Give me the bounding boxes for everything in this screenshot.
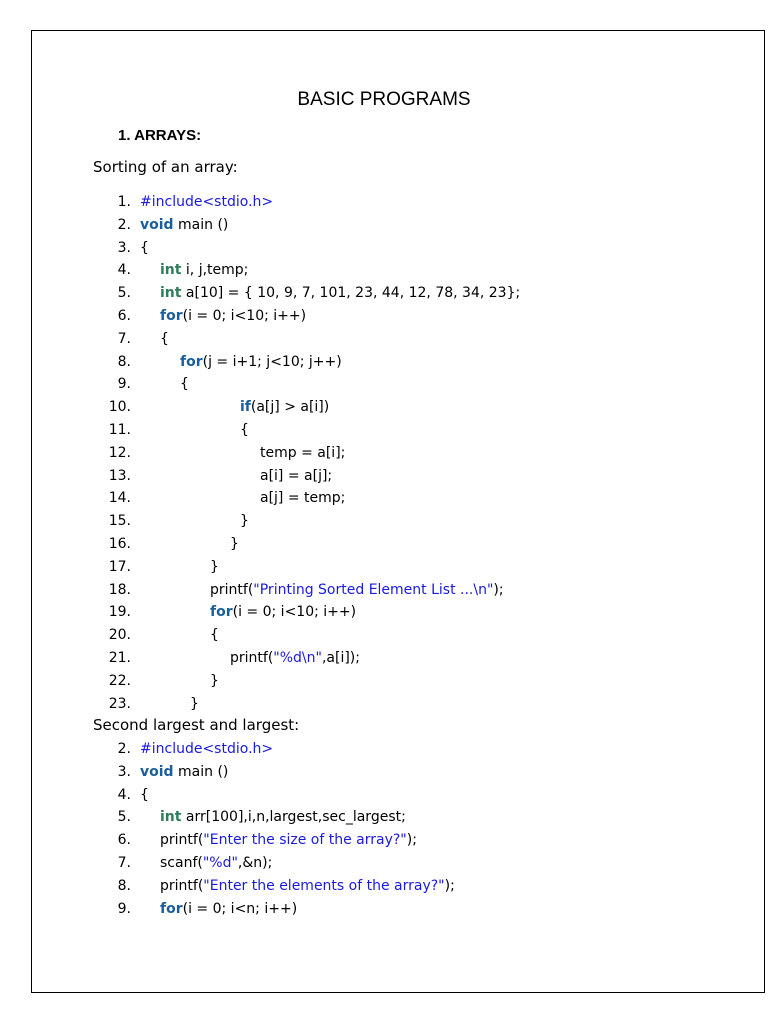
line-number: 4. bbox=[117, 786, 131, 803]
code-text bbox=[240, 419, 249, 441]
code-text bbox=[240, 396, 329, 418]
code-token: printf( bbox=[160, 832, 204, 849]
line-number: 8. bbox=[117, 353, 131, 370]
code-line bbox=[0, 442, 768, 464]
code-line bbox=[0, 259, 768, 281]
code-text bbox=[160, 806, 406, 828]
code-token: { bbox=[210, 627, 219, 644]
string-literal: #include<stdio.h> bbox=[140, 194, 274, 210]
code-token: { bbox=[160, 330, 169, 347]
code-line bbox=[0, 419, 768, 441]
code-text bbox=[230, 533, 239, 555]
code-text bbox=[160, 875, 455, 897]
code-line bbox=[0, 351, 768, 373]
keyword: int bbox=[160, 262, 182, 279]
code-line bbox=[0, 806, 768, 828]
code-token: } bbox=[190, 695, 199, 712]
line-number: 15. bbox=[108, 513, 131, 530]
code-line bbox=[0, 761, 768, 783]
code-token: { bbox=[180, 376, 189, 393]
code-line bbox=[0, 579, 768, 601]
code-text bbox=[160, 328, 169, 350]
code-line bbox=[0, 852, 768, 874]
code-text bbox=[210, 579, 504, 601]
code-token: a[10] = { 10, 9, 7, 101, 23, 44, 12, 78, 34, 23}; bbox=[181, 285, 521, 302]
code-token: printf( bbox=[230, 650, 274, 666]
line-number: 9. bbox=[117, 376, 131, 393]
code-text bbox=[140, 214, 228, 236]
code-token: a[j] = temp; bbox=[260, 490, 346, 507]
code-line bbox=[0, 601, 768, 623]
code-line bbox=[0, 875, 768, 897]
code-line bbox=[0, 829, 768, 851]
code-text bbox=[260, 442, 345, 464]
keyword: for bbox=[160, 900, 183, 917]
line-number: 23. bbox=[108, 695, 131, 712]
code-token: printf( bbox=[160, 877, 204, 894]
section-heading: 1. ARRAYS: bbox=[118, 127, 202, 144]
code-text bbox=[180, 373, 189, 395]
code-text bbox=[210, 670, 219, 692]
code-text bbox=[160, 282, 520, 304]
code-token: { bbox=[140, 786, 149, 803]
code-text bbox=[240, 510, 249, 532]
code-text bbox=[260, 465, 332, 487]
code-line bbox=[0, 693, 768, 715]
code-token: { bbox=[240, 422, 249, 438]
code-token: ); bbox=[406, 832, 417, 849]
code-line bbox=[0, 237, 768, 259]
code-token: (a[j] > a[i]) bbox=[250, 399, 330, 416]
code-token: (j = i+1; j<10; j++) bbox=[202, 353, 342, 370]
code-token: i, j,temp; bbox=[181, 262, 249, 279]
code-line bbox=[0, 556, 768, 578]
code-text bbox=[210, 556, 219, 578]
line-number: 6. bbox=[117, 832, 131, 849]
line-number: 19. bbox=[108, 604, 131, 621]
code-line bbox=[0, 305, 768, 327]
code-token: main () bbox=[173, 763, 229, 780]
code-text bbox=[140, 784, 149, 806]
code-text bbox=[160, 305, 306, 327]
keyword: void bbox=[140, 763, 174, 780]
line-number: 17. bbox=[108, 558, 131, 575]
code-line bbox=[0, 510, 768, 532]
code-line bbox=[0, 670, 768, 692]
line-number: 16. bbox=[108, 536, 131, 552]
code-token: { bbox=[140, 239, 149, 256]
code-line bbox=[0, 328, 768, 350]
code-line bbox=[0, 624, 768, 646]
code-text bbox=[190, 693, 199, 715]
line-number: 14. bbox=[108, 490, 131, 507]
code-line bbox=[0, 784, 768, 806]
string-literal: "%d" bbox=[202, 855, 238, 871]
code-text bbox=[260, 487, 345, 509]
string-literal: "Enter the elements of the array?" bbox=[203, 877, 445, 894]
code-line bbox=[0, 487, 768, 509]
code-text bbox=[230, 647, 360, 669]
code-token: ,&n); bbox=[237, 855, 273, 871]
code-text bbox=[160, 829, 417, 851]
string-literal: "Printing Sorted Element List ...\n" bbox=[253, 581, 494, 598]
subheading-sorting: Sorting of an array: bbox=[93, 158, 238, 176]
code-text bbox=[140, 738, 273, 760]
document-title: BASIC PROGRAMS bbox=[297, 89, 471, 110]
line-number: 7. bbox=[117, 330, 131, 347]
line-number: 18. bbox=[108, 581, 131, 598]
keyword: int bbox=[160, 285, 182, 302]
code-line bbox=[0, 191, 768, 213]
code-line bbox=[0, 465, 768, 487]
code-text bbox=[140, 237, 149, 259]
line-number: 3. bbox=[117, 239, 131, 256]
line-number: 1. bbox=[117, 194, 131, 210]
code-text bbox=[140, 761, 228, 783]
keyword: for bbox=[160, 308, 183, 324]
code-text bbox=[160, 898, 297, 920]
code-line bbox=[0, 898, 768, 920]
code-token: ); bbox=[444, 877, 455, 894]
code-text bbox=[180, 351, 342, 373]
line-number: 8. bbox=[117, 877, 131, 894]
code-token: arr[100],i,n,largest,sec_largest; bbox=[181, 809, 406, 826]
code-line bbox=[0, 647, 768, 669]
line-number: 12. bbox=[108, 444, 131, 461]
string-literal: #include<stdio.h> bbox=[140, 741, 274, 757]
code-token: a[i] = a[j]; bbox=[260, 467, 333, 484]
line-number: 11. bbox=[108, 422, 131, 438]
string-literal: "Enter the size of the array?" bbox=[203, 832, 407, 849]
line-number: 2. bbox=[117, 216, 131, 233]
line-number: 7. bbox=[117, 855, 131, 871]
line-number: 3. bbox=[117, 763, 131, 780]
code-token: scanf( bbox=[160, 855, 203, 871]
line-number: 9. bbox=[117, 900, 131, 917]
code-text bbox=[140, 191, 273, 213]
keyword: int bbox=[160, 809, 182, 826]
code-token: (i = 0; i<10; i++) bbox=[232, 604, 357, 621]
code-token: (i = 0; i<n; i++) bbox=[182, 900, 298, 917]
code-token: ,a[i]); bbox=[321, 650, 360, 666]
keyword: for bbox=[180, 353, 203, 370]
line-number: 4. bbox=[117, 262, 131, 279]
line-number: 6. bbox=[117, 308, 131, 324]
code-token: } bbox=[240, 513, 249, 530]
keyword: void bbox=[140, 216, 174, 233]
code-token: main () bbox=[173, 216, 229, 233]
line-number: 22. bbox=[108, 672, 131, 689]
code-line bbox=[0, 533, 768, 555]
code-line bbox=[0, 214, 768, 236]
line-number: 20. bbox=[108, 627, 131, 644]
code-line bbox=[0, 738, 768, 760]
code-line bbox=[0, 282, 768, 304]
code-token: temp = a[i]; bbox=[260, 444, 346, 461]
code-text bbox=[210, 624, 219, 646]
code-token: ); bbox=[493, 581, 504, 598]
line-number: 5. bbox=[117, 285, 131, 302]
code-line bbox=[0, 373, 768, 395]
keyword: for bbox=[210, 604, 233, 621]
line-number: 5. bbox=[117, 809, 131, 826]
code-token: } bbox=[230, 536, 239, 552]
line-number: 2. bbox=[117, 741, 131, 757]
line-number: 10. bbox=[108, 399, 131, 416]
line-number: 13. bbox=[108, 467, 131, 484]
code-token: (i = 0; i<10; i++) bbox=[182, 308, 307, 324]
keyword: if bbox=[240, 399, 251, 416]
code-text bbox=[160, 259, 248, 281]
code-text bbox=[210, 601, 356, 623]
line-number: 21. bbox=[108, 650, 131, 666]
code-line bbox=[0, 396, 768, 418]
code-token: printf( bbox=[210, 581, 254, 598]
code-token: } bbox=[210, 558, 219, 575]
code-text bbox=[160, 852, 272, 874]
string-literal: "%d\n" bbox=[273, 650, 322, 666]
code-token: } bbox=[210, 672, 219, 689]
subheading-second-largest: Second largest and largest: bbox=[93, 716, 300, 734]
